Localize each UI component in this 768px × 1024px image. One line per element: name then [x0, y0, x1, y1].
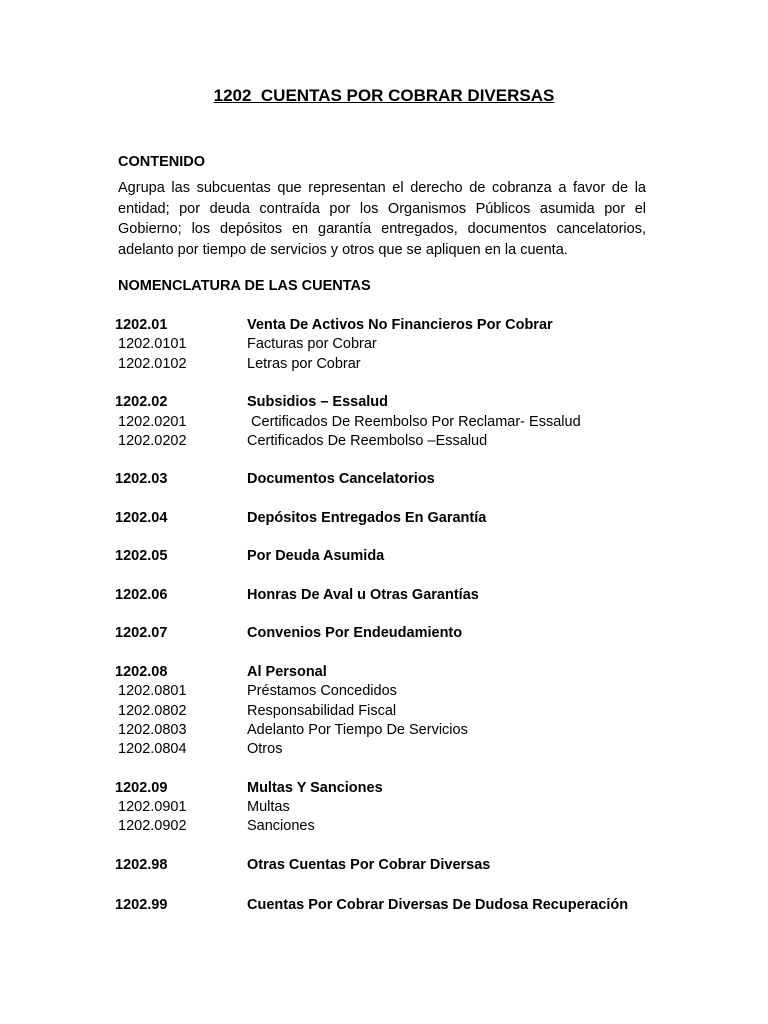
nomenclatura-heading: NOMENCLATURA DE LAS CUENTAS	[118, 278, 371, 294]
account-name: Depósitos Entregados En Garantía	[247, 510, 487, 526]
subaccount-code: 1202.0804	[118, 741, 187, 757]
account-row	[0, 623, 768, 643]
account-row	[0, 392, 768, 412]
subaccount-code: 1202.0902	[118, 818, 187, 834]
account-row	[0, 585, 768, 605]
account-name: Convenios Por Endeudamiento	[247, 625, 463, 641]
subaccount-code: 1202.0202	[118, 433, 187, 449]
subaccount-name: Otros	[247, 741, 283, 757]
account-code: 1202.04	[115, 510, 168, 526]
account-row	[0, 855, 768, 875]
account-row	[0, 546, 768, 566]
subaccount-name: Facturas por Cobrar	[247, 336, 377, 352]
subaccount-row	[0, 797, 768, 817]
account-row	[0, 469, 768, 489]
account-code: 1202.05	[115, 548, 168, 564]
account-name: Venta De Activos No Financieros Por Cobrar	[247, 317, 553, 333]
subaccount-name: Letras por Cobrar	[247, 356, 361, 372]
account-row	[0, 662, 768, 682]
account-row	[0, 508, 768, 528]
account-code: 1202.98	[115, 857, 168, 873]
account-row	[0, 315, 768, 335]
account-code: 1202.08	[115, 664, 168, 680]
subaccount-row	[0, 701, 768, 721]
document-title: 1202 CUENTAS POR COBRAR DIVERSAS	[213, 86, 555, 105]
subaccount-name: Responsabilidad Fiscal	[247, 703, 397, 719]
subaccount-code: 1202.0801	[118, 683, 187, 699]
subaccount-row	[0, 334, 768, 354]
account-name: Honras De Aval u Otras Garantías	[247, 587, 479, 603]
subaccount-code: 1202.0901	[118, 799, 187, 815]
account-name: Al Personal	[247, 664, 327, 680]
subaccount-row	[0, 431, 768, 451]
account-code: 1202.03	[115, 471, 168, 487]
subaccount-name: Multas	[247, 799, 290, 815]
account-row	[0, 778, 768, 798]
subaccount-code: 1202.0803	[118, 722, 187, 738]
account-code: 1202.07	[115, 625, 168, 641]
account-code: 1202.06	[115, 587, 168, 603]
subaccount-name: Sanciones	[247, 818, 315, 834]
account-name: Multas Y Sanciones	[247, 780, 383, 796]
subaccount-row	[0, 412, 768, 432]
contenido-heading: CONTENIDO	[118, 154, 205, 170]
account-name: Documentos Cancelatorios	[247, 471, 435, 487]
subaccount-row	[0, 720, 768, 740]
subaccount-code: 1202.0102	[118, 356, 187, 372]
subaccount-code: 1202.0802	[118, 703, 187, 719]
subaccount-name: Certificados De Reembolso Por Reclamar- Essalud	[247, 414, 581, 430]
subaccount-name: Certificados De Reembolso –Essalud	[247, 433, 488, 449]
account-name: Subsidios – Essalud	[247, 394, 389, 410]
account-row	[0, 895, 768, 915]
account-name: Por Deuda Asumida	[247, 548, 385, 564]
subaccount-row	[0, 354, 768, 374]
subaccount-row	[0, 739, 768, 759]
account-code: 1202.99	[115, 897, 168, 913]
subaccount-row	[0, 816, 768, 836]
subaccount-name: Adelanto Por Tiempo De Servicios	[247, 722, 468, 738]
contenido-paragraph: Agrupa las subcuentas que representan el derecho de cobranza a favor de la entidad; por deuda contraída por los Organismos Públicos asumida por el Gobierno; los depósitos en garantía entregados, documentos cancelatorios, adelanto por tiempo de servicios y otros que se apliquen en la cuenta.	[118, 180, 646, 258]
subaccount-row	[0, 681, 768, 701]
account-name: Cuentas Por Cobrar Diversas De Dudosa Recuperación	[247, 897, 629, 913]
subaccount-code: 1202.0201	[118, 414, 187, 430]
account-code: 1202.02	[115, 394, 168, 410]
account-name: Otras Cuentas Por Cobrar Diversas	[247, 857, 491, 873]
subaccount-name: Préstamos Concedidos	[247, 683, 397, 699]
account-code: 1202.09	[115, 780, 168, 796]
subaccount-code: 1202.0101	[118, 336, 187, 352]
account-code: 1202.01	[115, 317, 168, 333]
